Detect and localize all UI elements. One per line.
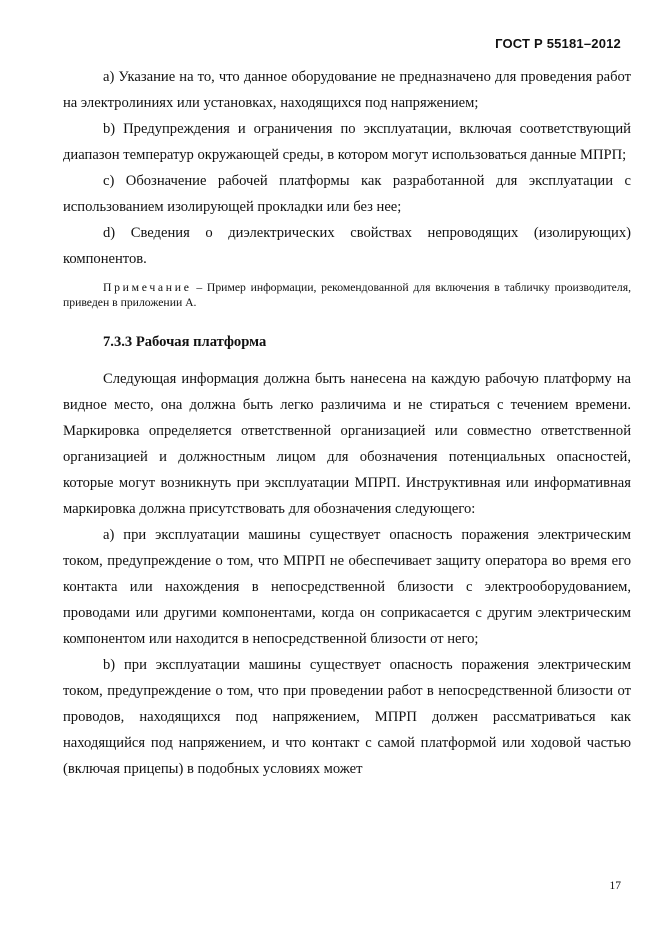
- note: [63, 280, 631, 310]
- body-paragraph: Следующая информация должна быть нанесена на каждую рабочую платформу на видное место, она должна быть легко различима и не стираться с течением времени. Маркировка определяется ответственной организацией или совместно ответственной организацией и должностным лицом для обозначения потенциальных опасностей, которые могут возникнуть при эксплуатации МПРП. Инструктивная или информативная маркировка должна присутствовать для обозначения следующего:: [63, 371, 631, 517]
- list2-item-b: b) при эксплуатации машины существует опасность поражения электрическим током, предупреждение о том, что при проведении работ в непосредственной близости от проводов, находящихся под напряжением, МПРП должен рассматриваться как находящийся под напряжением, и что контакт с самой платформой или ходовой частью (включая прицепы) в подобных условиях может: [63, 657, 631, 777]
- list-item-b: b) Предупреждения и ограничения по эксплуатации, включая соответствующий диапазон температур окружающей среды, в котором могут использоваться данные МПРП;: [63, 121, 631, 163]
- list-item-d: d) Сведения о диэлектрических свойствах непроводящих (изолирующих) компонентов.: [63, 225, 631, 267]
- page-content: [63, 64, 631, 782]
- note-label: Примечание: [103, 281, 192, 294]
- list-item-c: c) Обозначение рабочей платформы как разработанной для эксплуатации с использованием изолирующей прокладки или без нее;: [63, 173, 631, 215]
- note-text: – Пример информации, рекомендованной для включения в табличку производителя, приведен в приложении А.: [63, 281, 632, 309]
- document-code-header: ГОСТ Р 55181–2012: [495, 36, 621, 51]
- list2-item-a: a) при эксплуатации машины существует опасность поражения электрическим током, предупреждение о том, что МПРП не обеспечивает защиту оператора во время его контакта или нахождения в непосредственной близости с электрооборудованием, проводами или другими компонентами, когда он соприкасается с другим электрическим компонентом или находится в непосредственной близости от него;: [63, 527, 631, 647]
- section-heading: 7.3.3 Рабочая платформа: [103, 334, 267, 350]
- list-item-a: a) Указание на то, что данное оборудование не предназначено для проведения работ на электролиниях или установках, находящихся под напряжением;: [63, 69, 631, 111]
- page-number: 17: [609, 880, 621, 892]
